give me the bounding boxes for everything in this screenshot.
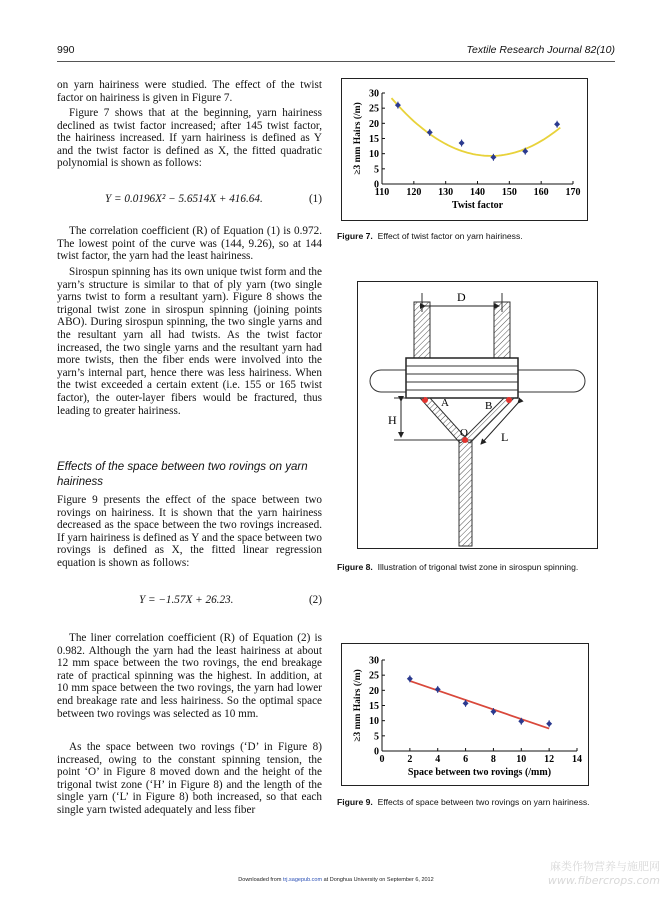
page-number: 990 <box>57 44 75 56</box>
watermark-url: www.fibercrops.com <box>547 874 660 887</box>
fig7-y-tick-label: 25 <box>369 103 379 115</box>
header-rule <box>57 61 615 62</box>
fig7-x-tick-label: 130 <box>438 187 454 198</box>
footer-link[interactable]: trj.sagepub.com <box>282 877 323 883</box>
paragraph-3: The correlation coefficient (R) of Equation (1) is 0.972. The lowest point of the curve was (144, 9.26), so at 144 twist factor, the yarn had the least hairiness. <box>57 225 322 263</box>
fig7-x-tick-label: 140 <box>470 187 485 198</box>
fig7-x-tick-label: 170 <box>565 187 581 198</box>
paragraph-4: Sirospun spinning has its own unique twist form and the yarn’s structure is similar to that of ply yarn (two single yarns twist to form a resultant yarn). Figure 8 shows the trigonal twist zone in sirospun spinning (joining points ABO). During sirospun spinning, the two single yarns and the resultant yarn all had twists. As the twist factor increased, the two single yarns and the resultant yarn had more twists, then the fiber ends were involved into the yarn’s internal part, hence there was less hairiness. When the twist exceeded a certain extent (i.e. 155 or 165 twist factor), the outer-layer fibers would be fractured, thus leading to greater hairiness. <box>57 266 322 417</box>
label-a: A <box>441 397 449 409</box>
fig9-data-point <box>546 721 552 727</box>
paragraph-7: As the space between two rovings (‘D’ in Figure 8) increased, owing to the constant spinning tension, the point ‘O’ in Figure 8 moved down and the height of the trigonal twist zone (‘H’ in Figure 8) and the length of the single yarn (‘L’ in Figure 8) both increased, so that each single yarn twisted adequately and less fiber <box>57 741 322 816</box>
front-roller-block <box>406 358 518 398</box>
fig9-y-tick-label: 0 <box>374 746 379 758</box>
fig7-x-tick-label: 120 <box>406 187 422 198</box>
watermark-text: 麻类作物营养与施肥网 <box>550 860 660 873</box>
fig7-x-tick-label: 110 <box>374 187 390 198</box>
fig9-y-tick-label: 20 <box>369 685 379 697</box>
fig9-y-tick-label: 15 <box>369 701 379 712</box>
fig9-x-tick-label: 4 <box>435 754 441 765</box>
footer-prefix: Downloaded from <box>238 877 282 883</box>
fig9-x-tick-label: 6 <box>463 754 469 765</box>
fig9-x-tick-label: 10 <box>516 754 527 765</box>
fig7-y-tick-label: 15 <box>369 134 379 145</box>
fig7-y-tick-label: 30 <box>369 88 379 100</box>
fig7-data-point <box>554 121 560 127</box>
fig7-y-tick-label: 0 <box>374 179 379 191</box>
fig9-y-tick-label: 5 <box>374 731 379 743</box>
label-h: H <box>388 413 397 427</box>
fig7-y-axis-label: ≥3 mm Hairs (/m) <box>353 102 363 175</box>
fig7-y-tick-label: 5 <box>374 164 379 176</box>
fig9-x-tick-label: 12 <box>544 754 555 765</box>
label-o: O <box>460 427 468 439</box>
figure-9-chart <box>342 644 588 785</box>
section-heading: Effects of the space between two rovings on yarn hairiness <box>57 461 308 488</box>
fig9-x-tick-label: 0 <box>379 754 385 765</box>
label-d: D <box>457 290 466 304</box>
figure-8-frame <box>357 281 598 549</box>
fig9-x-tick-label: 2 <box>407 754 413 765</box>
paragraph-1: on yarn hairiness were studied. The effect of the twist factor on hairiness is given in Figure 7. <box>57 79 322 104</box>
fig9-x-tick-label: 8 <box>490 754 496 765</box>
fig9-x-tick-label: 14 <box>572 754 582 765</box>
journal-title: Textile Research Journal 82(10) <box>466 44 615 56</box>
paragraph-6: The liner correlation coefficient (R) of Equation (2) is 0.982. Although the yarn had the least hairiness at about 12 mm space between the two rovings, the end breakage rate of practical spinning was the highest. In addition, at 10 mm space between the two rovings, the yarn had lower end breakage rate and less hairiness. So the optimal space between two rovings was selected as 10 mm. <box>57 632 322 720</box>
fig9-y-tick-label: 10 <box>369 716 379 728</box>
fig9-y-tick-label: 30 <box>369 655 379 667</box>
fig7-x-tick-label: 150 <box>501 187 517 198</box>
point-b-marker <box>506 397 512 403</box>
resultant-yarn <box>459 440 472 546</box>
footer-suffix: at Donghua University on September 6, 2012 <box>323 877 434 883</box>
fig7-fit-line <box>392 98 561 156</box>
figure-7-caption: Figure 7. Effect of twist factor on yarn hairiness. <box>337 231 523 241</box>
fig7-x-tick-label: 160 <box>533 187 549 198</box>
fig9-x-axis-label: Space between two rovings (/mm) <box>407 767 552 778</box>
fig9-y-axis-label: ≥3 mm Hairs (/m) <box>353 669 363 742</box>
figure-8-caption: Figure 8. Illustration of trigonal twist zone in sirospun spinning. <box>337 562 579 572</box>
fig9-fit-line <box>410 681 549 729</box>
figure-7-frame <box>341 78 588 221</box>
equation-2: Y = −1.57X + 26.23. (2) <box>139 594 322 606</box>
figure-9-frame <box>341 643 589 786</box>
figure-9-caption: Figure 9. Effects of space between two rovings on yarn hairiness. <box>337 797 590 807</box>
fig7-x-axis-label: Twist factor <box>451 200 504 211</box>
figure-7-chart <box>342 79 587 220</box>
figure-8-diagram <box>358 282 597 548</box>
page-header <box>57 44 615 58</box>
paragraph-2: Figure 7 shows that at the beginning, yarn hairiness declined as twist factor increased; after 145 twist factor, the hairiness increased. If yarn hairiness is defined as Y and the twist factor is defined as X, the fitted quadratic polynomial is shown as follows: <box>57 107 322 170</box>
fig7-y-tick-label: 10 <box>369 149 379 161</box>
label-l: L <box>501 430 509 444</box>
paragraph-5: Figure 9 presents the effect of the space between two rovings on hairiness. It is shown that the yarn hairiness decreased as the space between the two rovings increased. If yarn hairiness is defined as Y and the space between two rovings is defined as X, the fitted linear regression equation is shown as follows: <box>57 494 322 569</box>
equation-1: Y = 0.0196X² − 5.6514X + 416.64. (1) <box>105 193 322 205</box>
fig7-y-tick-label: 20 <box>369 118 379 130</box>
label-b: B <box>485 400 493 412</box>
fig7-data-point <box>459 140 465 146</box>
fig9-y-tick-label: 25 <box>369 670 379 682</box>
